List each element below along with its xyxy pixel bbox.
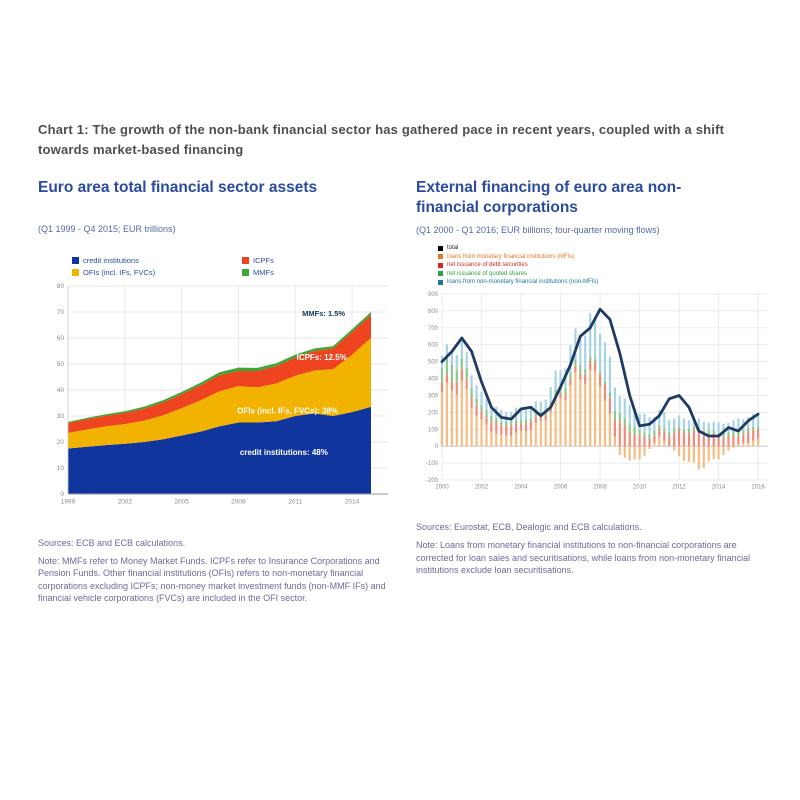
svg-text:2008: 2008 [593, 484, 607, 491]
svg-text:2008: 2008 [231, 498, 246, 506]
svg-text:100: 100 [427, 427, 438, 434]
svg-text:40: 40 [56, 386, 64, 394]
figure-content [38, 120, 778, 605]
svg-text:-100: -100 [425, 461, 438, 468]
svg-text:0: 0 [434, 444, 438, 451]
legend-item [72, 268, 242, 277]
legend-item [72, 256, 242, 265]
svg-text:2000: 2000 [435, 484, 449, 491]
svg-text:2005: 2005 [174, 498, 189, 506]
left-chart-block [44, 256, 416, 516]
svg-text:2010: 2010 [632, 484, 647, 491]
legend-label: loans from monetary financial institutions (MFIs) [447, 253, 575, 260]
right-chart-legend [438, 245, 776, 285]
legend-label: MMFs [253, 267, 274, 277]
svg-text:300: 300 [427, 393, 438, 400]
svg-text:2004: 2004 [514, 484, 528, 491]
chart-columns [38, 178, 778, 605]
svg-text:400: 400 [427, 376, 438, 383]
left-chart-svg [44, 281, 396, 511]
svg-text:2016: 2016 [751, 484, 765, 491]
left-panel-subtitle: (Q1 1999 - Q4 2015; EUR trillions) [38, 223, 176, 234]
legend-item [438, 279, 776, 285]
legend-item [438, 271, 776, 277]
svg-text:2011: 2011 [288, 498, 303, 506]
legend-label: credit institutions [83, 255, 139, 265]
left-note: Note: MMFs refer to Money Market Funds. ICPFs refer to Insurance Corporations and Pension Funds. Other financial institutions (OFIs) refers to non-monetary financial corporations excluding ICPFs; non-money market investment funds (non-MMF IFs) and financial vehicle corporations (FVCs) are included in the OFI sector. [38, 555, 386, 604]
legend-swatch [438, 246, 443, 251]
right-panel-title: External financing of euro area non-financial corporations [416, 179, 682, 216]
svg-text:700: 700 [427, 325, 438, 332]
svg-text:500: 500 [427, 359, 438, 366]
svg-text:OFIs (incl. IFs, FVCs): 38%: OFIs (incl. IFs, FVCs): 38% [237, 406, 339, 416]
svg-text:20: 20 [56, 438, 64, 446]
legend-item [242, 268, 416, 277]
svg-text:2014: 2014 [344, 498, 360, 506]
legend-label: net issuance of quoted shares [447, 270, 528, 277]
svg-text:MMFs: 1.5%: MMFs: 1.5% [302, 308, 346, 318]
svg-text:2002: 2002 [474, 484, 489, 491]
svg-text:1999: 1999 [60, 498, 76, 506]
legend-swatch [438, 271, 443, 276]
legend-swatch [438, 280, 443, 285]
left-chart-legend [72, 256, 416, 277]
svg-text:0: 0 [60, 490, 64, 498]
legend-label: ICPFs [253, 255, 274, 265]
figure-headline: Chart 1: The growth of the non-bank financial sector has gathered pace in recent years, coupled with a shift towards market-based financing [38, 122, 725, 158]
svg-text:2006: 2006 [553, 484, 568, 491]
legend-item [242, 256, 416, 265]
svg-text:600: 600 [427, 342, 438, 349]
legend-swatch [242, 257, 249, 264]
left-panel [38, 178, 416, 605]
svg-text:2002: 2002 [117, 498, 133, 506]
svg-text:30: 30 [56, 412, 64, 420]
svg-text:2014: 2014 [711, 484, 726, 491]
left-sources: Sources: ECB and ECB calculations. [38, 537, 186, 548]
right-chart-svg [416, 290, 773, 495]
right-sources: Sources: Eurostat, ECB, Dealogic and ECB calculations. [416, 522, 642, 533]
legend-item [438, 262, 776, 268]
svg-text:200: 200 [427, 410, 438, 417]
right-panel [416, 178, 776, 605]
svg-text:70: 70 [56, 308, 64, 316]
legend-label: net issuance of debt securities [447, 262, 528, 269]
legend-item [438, 254, 776, 260]
legend-swatch [438, 254, 443, 259]
legend-label: total [447, 245, 459, 252]
legend-swatch [242, 269, 249, 276]
right-note: Note: Loans from monetary financial institutions to non-financial corporations are corrected for loan sales and securitisations, while loans from non-monetary financial institutions exclude loan securitisations. [416, 540, 751, 576]
legend-swatch [72, 269, 79, 276]
svg-text:10: 10 [56, 464, 64, 472]
legend-item [438, 245, 776, 251]
svg-text:900: 900 [427, 292, 438, 299]
svg-text:50: 50 [56, 360, 64, 368]
svg-text:800: 800 [427, 308, 438, 315]
svg-text:credit institutions: 48%: credit institutions: 48% [239, 447, 328, 457]
legend-label: loans from non-monetary financial institutions (non-MFIs) [447, 279, 599, 286]
legend-label: OFIs (incl. IFs, FVCs) [83, 267, 156, 277]
svg-text:-200: -200 [425, 478, 438, 485]
svg-text:60: 60 [56, 334, 64, 342]
legend-swatch [72, 257, 79, 264]
legend-swatch [438, 263, 443, 268]
svg-text:80: 80 [56, 282, 64, 290]
left-panel-title: Euro area total financial sector assets [38, 179, 318, 197]
svg-text:2012: 2012 [672, 484, 686, 491]
right-panel-subtitle: (Q1 2000 - Q1 2016; EUR billions; four-quarter moving flows) [416, 225, 660, 236]
svg-text:ICPFs: 12.5%: ICPFs: 12.5% [296, 352, 347, 362]
right-chart-block [416, 245, 776, 500]
